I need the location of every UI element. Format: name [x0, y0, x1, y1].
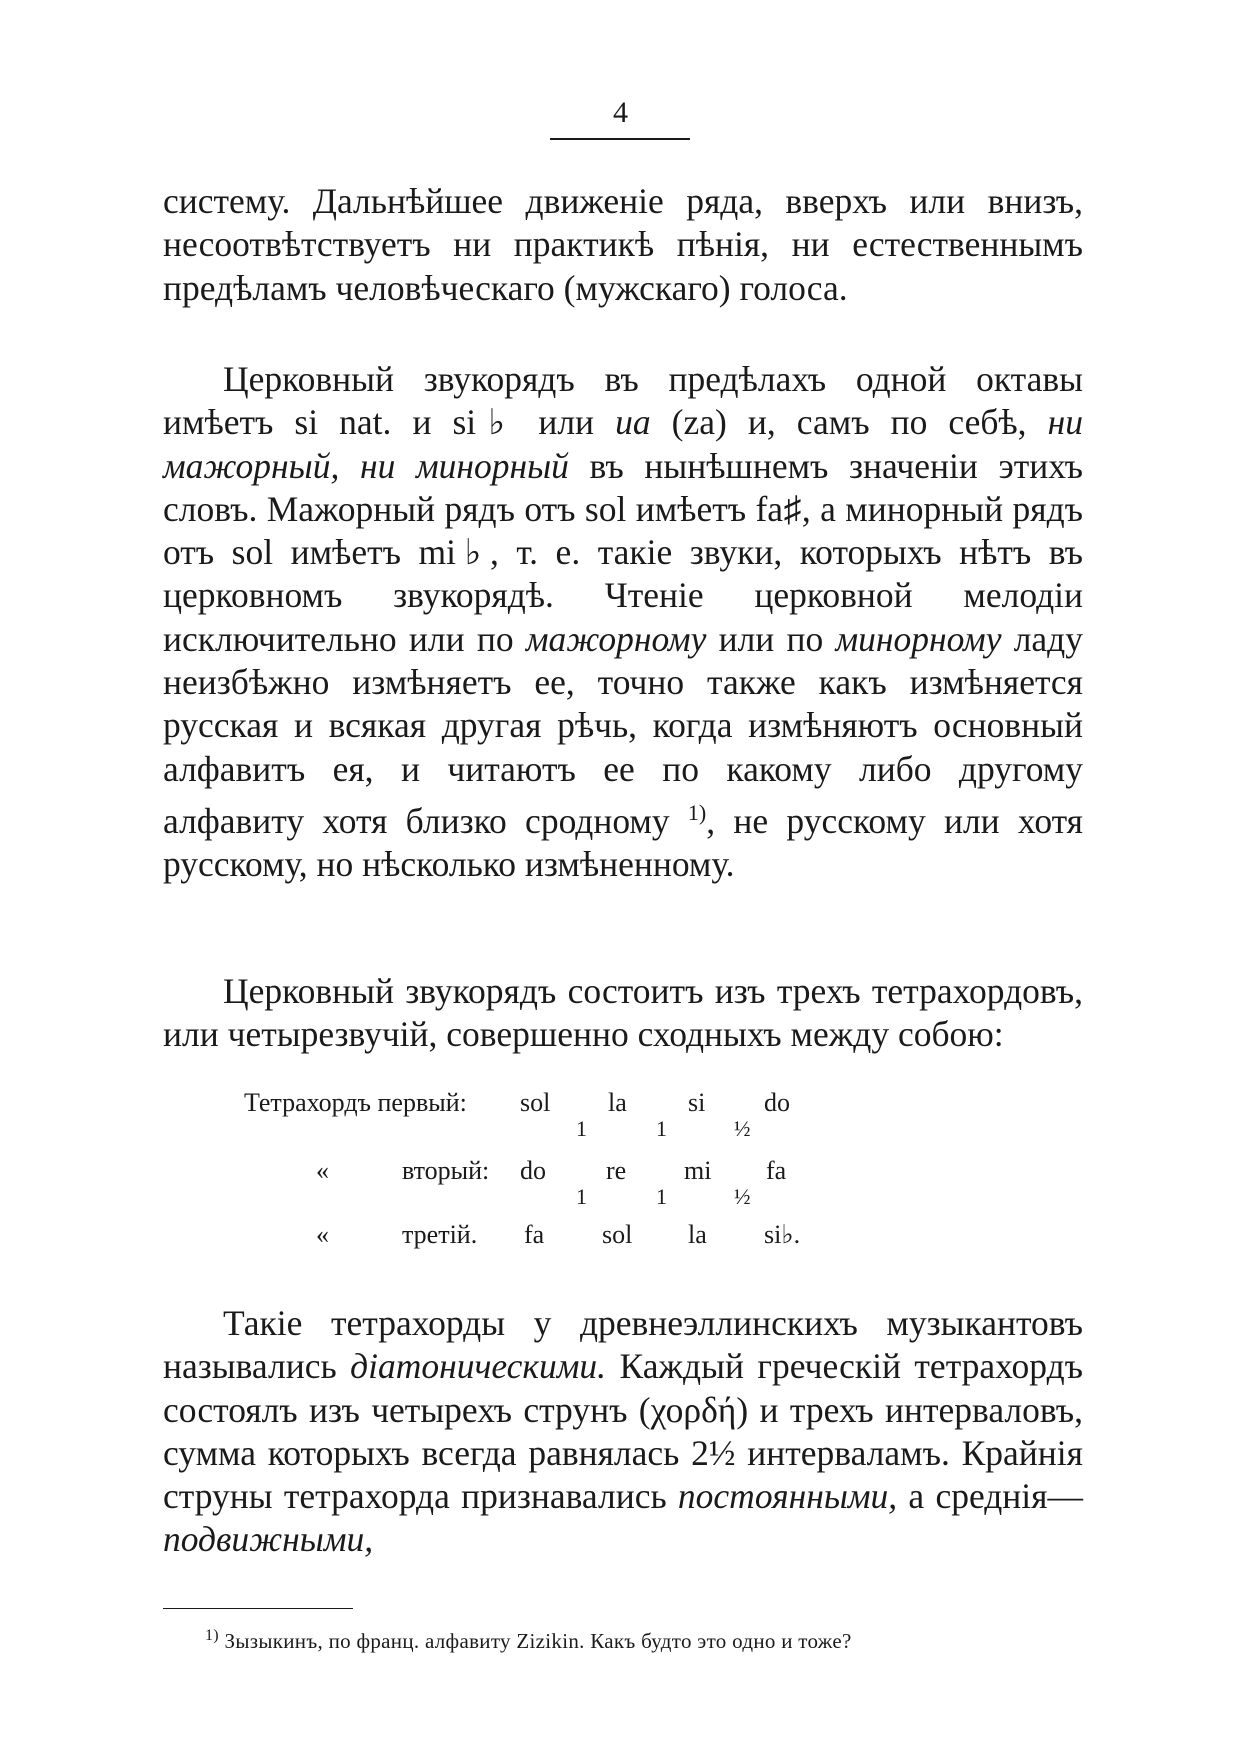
- tetrachord-2-ditto: «: [316, 1156, 329, 1185]
- tetrachord-2-label: вторый:: [402, 1156, 490, 1185]
- p2-text-b: (za) и, самъ по себѣ,: [650, 402, 1048, 443]
- tetrachord-1-label: Тетрахордъ первый:: [244, 1088, 467, 1117]
- footnote-marker: 1): [205, 1627, 219, 1644]
- tetrachord-2-note-2: re: [606, 1156, 627, 1185]
- p2-text-e: ладу неизбѣжно измѣняетъ ее, точно также какъ измѣняется русская и всякая другая рѣчь, когда измѣняютъ основный алфавитъ ея, и читаютъ ее по какому либо другому алфавиту хотя близко сродному: [163, 618, 1083, 841]
- tetrachord-1-note-2: la: [608, 1088, 627, 1117]
- tetrachord-2-interval-3: ½: [734, 1184, 751, 1209]
- footnote-reference: 1): [687, 799, 707, 825]
- tetrachord-2-note-4: fa: [766, 1156, 787, 1185]
- tetrachord-1-note-1: sol: [520, 1088, 551, 1117]
- paragraph-1: [163, 180, 1083, 310]
- tetrachord-2-interval-1: 1: [576, 1184, 587, 1209]
- paragraph-3-text: Церковный звукорядъ состоитъ изъ трехъ тетрахордовъ, или четырезвучій, совершенно сходныхъ между собою:: [163, 971, 1083, 1055]
- p4-em-b: постоянными,: [677, 1476, 898, 1517]
- footnote-rule: [163, 1608, 353, 1609]
- p2-em-c: мажорному: [525, 618, 707, 659]
- tetrachord-2-note-1: do: [520, 1156, 546, 1185]
- paragraph-1-text: систему. Дальнѣйшее движеніе ряда, вверхъ или внизъ, несоотвѣтствуетъ ни практикѣ пѣнія, ни естественнымъ предѣламъ человѣческаго (мужскаго) голоса.: [163, 181, 1083, 308]
- tetrachord-3-label: третій.: [402, 1220, 478, 1249]
- p2-em-d: минорному: [835, 618, 1002, 659]
- paragraph-2: [163, 358, 1083, 886]
- tetrachord-1-note-4: do: [764, 1088, 790, 1117]
- tetrachord-2-note-3: mi: [684, 1156, 712, 1185]
- tetrachord-1-note-3: si: [688, 1088, 706, 1117]
- p4-em-c: подвижными,: [163, 1519, 374, 1560]
- footnote: [205, 1622, 1085, 1655]
- footnote-text: Зызыкинъ, по франц. алфавиту Zizikin. Какъ будто это одно и тоже?: [224, 1629, 852, 1653]
- tetrachord-3-ditto: «: [316, 1220, 329, 1249]
- tetrachord-3-note-3: la: [688, 1220, 707, 1249]
- p2-text-a: Церковный звукорядъ въ предѣлахъ одной октавы имѣетъ si nat. и si♭ или: [163, 359, 1083, 443]
- header-rule: [550, 138, 690, 140]
- tetrachord-3-note-1: fa: [524, 1220, 545, 1249]
- tetrachord-3-note-2: sol: [602, 1220, 633, 1249]
- paragraph-3: [163, 970, 1083, 1057]
- tetrachord-1-interval-3: ½: [734, 1116, 751, 1141]
- tetrachord-1-interval-1: 1: [576, 1116, 587, 1141]
- p4-em-a: діатоническими.: [350, 1346, 607, 1387]
- p2-text-d: или по: [706, 618, 836, 659]
- p2-em-a: ua: [615, 402, 651, 443]
- tetrachord-1-interval-2: 1: [656, 1116, 667, 1141]
- p2-em-b: ни мажорный, ни минорный: [163, 402, 1083, 486]
- tetrachord-2-interval-2: 1: [656, 1184, 667, 1209]
- p2-text-c: въ нынѣшнемъ значеніи этихъ словъ. Мажорный рядъ отъ sol имѣетъ fa♯, а минорный рядъ отъ sol имѣетъ mi♭, т. е. такіе звуки, которыхъ нѣтъ въ церковномъ звукорядѣ. Чтеніе церковной мелодіи исключительно или по: [163, 445, 1083, 659]
- tetrachord-table: [0, 1088, 1241, 1288]
- paragraph-2-text: [163, 358, 1083, 886]
- p2-text-f: , не русскому или хотя русскому, но нѣсколько измѣненному.: [163, 800, 1083, 885]
- p4-text-c: а среднія—: [897, 1476, 1083, 1517]
- p4-text-a: Такіе тетрахорды у древнеэллинскихъ музыкантовъ назывались: [163, 1303, 1083, 1387]
- tetrachord-3-note-4: si♭.: [764, 1220, 801, 1249]
- paragraph-4: [163, 1302, 1083, 1562]
- page-number: 4: [613, 96, 628, 129]
- paragraph-4-text: [163, 1302, 1083, 1562]
- p4-text-b: Каждый греческій тетрахордъ состоялъ изъ четырехъ струнъ (χορδή) и трехъ интерваловъ, сумма которыхъ всегда равнялась 2½ интерваламъ. Крайнія струны тетрахорда признавались: [163, 1346, 1083, 1517]
